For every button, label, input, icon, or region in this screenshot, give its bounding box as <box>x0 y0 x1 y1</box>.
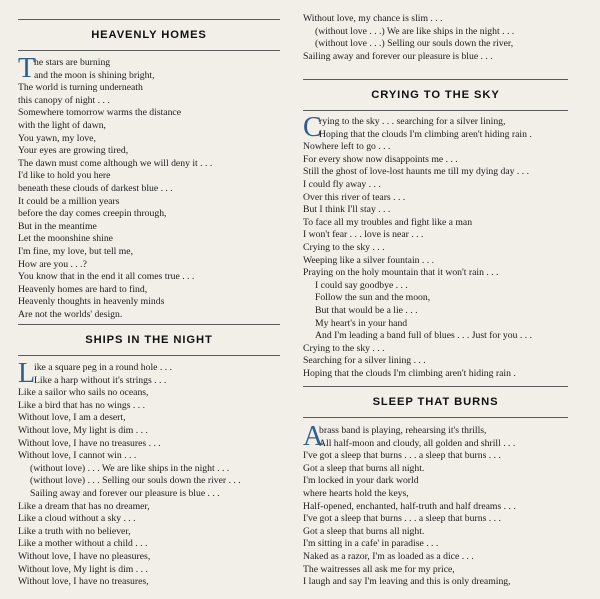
divider <box>303 110 568 111</box>
lyric-line: L ike a square peg in a round hole . . . <box>18 358 173 389</box>
lyric-line: with the light of dawn, <box>18 119 106 131</box>
lyric-line: Praying on the holy mountain that it won't rain . . . <box>303 267 499 279</box>
lyric-line: Heavenly thoughts in heavenly minds <box>18 296 165 308</box>
lyric-line: It could be a million years <box>18 195 120 207</box>
song-sleep-that-burns <box>303 386 568 589</box>
lyric-line: A brass band is playing, rehearsing it's thrills, <box>303 421 487 452</box>
lyric-line: (without love) . . . We are like ships in the night . . . <box>30 462 230 474</box>
lyric-line: Without love, My light is dim . . . <box>18 424 148 436</box>
lyric-line: I laugh and say I'm leaving and this is only dreaming, <box>303 576 511 588</box>
lyric-line: I've got a sleep that burns . . . a sleep that burns . . . <box>303 450 501 462</box>
lyric-line: Like a dream that has no dreamer, <box>18 500 150 512</box>
lyric-line: I'm fine, my love, but tell me, <box>18 245 134 257</box>
lyric-line: T he stars are burning <box>18 53 111 84</box>
drop-cap: A <box>303 421 324 452</box>
drop-cap: L <box>18 358 36 389</box>
lyric-line: For every show now disappoints me . . . <box>303 153 458 165</box>
song-ships-in-the-night <box>18 324 280 589</box>
lyric-line: Your eyes are growing tired, <box>18 145 129 157</box>
lyric-line: Are not the worlds' design. <box>18 308 123 320</box>
ships-in-the-night-continued <box>303 13 568 63</box>
lyric-line: All half-moon and cloudy, all golden and shrill . . . <box>319 437 516 449</box>
lyric-line: I could say goodbye . . . <box>315 279 408 291</box>
lyrics <box>18 358 280 589</box>
lyric-line: Like a bird that has no wings . . . <box>18 399 145 411</box>
lyric-line: (without love . . .) We are like ships in the night . . . <box>315 25 515 37</box>
lyric-line: (without love . . .) Selling our souls down the river, <box>315 38 514 50</box>
lyric-line: Without love, I have no pleasures, <box>18 550 151 562</box>
lyric-line: Somewhere tomorrow warms the distance <box>18 107 182 119</box>
lyric-line: I won't fear . . . love is near . . . <box>303 229 424 241</box>
right-column <box>303 0 568 599</box>
drop-cap: C <box>303 112 322 143</box>
divider <box>18 355 280 356</box>
lyric-line: I've got a sleep that burns . . . a sleep that burns . . . <box>303 513 501 525</box>
divider <box>18 50 280 51</box>
lyric-line: Sailing away and forever our pleasure is blue . . . <box>30 487 220 499</box>
lyric-line: Without love, my chance is slim . . . <box>303 13 443 24</box>
lyric-line: The world is turning underneath <box>18 82 143 94</box>
lyric-line: Without love, I have no treasures, <box>18 576 149 588</box>
lyric-line: Crying to the sky . . . <box>303 241 385 253</box>
lyric-line: To face all my troubles and fight like a man <box>303 216 473 228</box>
divider <box>303 417 568 418</box>
lyric-line: (without love) . . . Selling our souls down the river . . . <box>30 475 241 487</box>
lyric-line: before the day comes creepin through, <box>18 208 167 220</box>
lyric-line: Naked as a razor, I'm as loaded as a dice . . . <box>303 550 474 562</box>
lyric-line: C rying to the sky . . . searching for a silver lining, <box>303 112 506 143</box>
lyrics <box>303 13 568 63</box>
lyric-line: Like a sailor who sails no oceans, <box>18 387 149 399</box>
lyric-line: Hoping that the clouds I'm climbing aren't hiding rain . <box>319 128 532 140</box>
lyric-line: The dawn must come although we will deny it . . . <box>18 157 213 169</box>
lyric-line: I'm locked in your dark world <box>303 475 419 487</box>
lyric-line: beneath these clouds of darkest blue . . . <box>18 182 173 194</box>
lyric-line: Still the ghost of love-lost haunts me till my dying day . . . <box>303 166 530 178</box>
lyric-line: Got a sleep that burns all night. <box>303 462 425 474</box>
song-title: SLEEP THAT BURNS <box>372 396 499 408</box>
song-title: HEAVENLY HOMES <box>91 29 207 41</box>
lyric-line: Nowhere left to go . . . <box>303 141 391 153</box>
lyric-line: I could fly away . . . <box>303 178 381 190</box>
lyric-line: And I'm leading a band full of blues . . . Just for you . . . <box>315 330 532 342</box>
song-heavenly-homes <box>18 19 280 321</box>
lyric-line: where hearts hold the keys, <box>303 487 409 499</box>
song-title: CRYING TO THE SKY <box>371 89 500 101</box>
lyric-line: Without love, I cannot win . . . <box>18 450 137 462</box>
lyric-line: Sailing away and forever our pleasure is blue . . . <box>303 50 493 62</box>
lyric-line: Half-opened, enchanted, half-truth and half dreams . . . <box>303 500 516 512</box>
lyric-line: Like a mother without a child . . . <box>18 538 148 550</box>
lyric-line: this canopy of night . . . <box>18 94 110 106</box>
lyric-line: Got a sleep that burns all night. <box>303 525 425 537</box>
lyric-line: Crying to the sky . . . <box>303 342 385 354</box>
lyric-line: You yawn, my love, <box>18 132 96 144</box>
lyric-line: The waitresses all ask me for my price, <box>303 563 455 575</box>
drop-cap: T <box>18 53 36 84</box>
lyric-line: Searching for a silver lining . . . <box>303 355 426 367</box>
lyric-line: and the moon is shining bright, <box>34 69 155 81</box>
lyric-line: But that would be a lie . . . <box>315 304 418 316</box>
lyric-line: Heavenly homes are hard to find, <box>18 283 148 295</box>
lyric-line: Over this river of tears . . . <box>303 191 406 203</box>
lyric-line: I'm sitting in a cafe' in paradise . . . <box>303 538 439 550</box>
lyric-line: Hoping that the clouds I'm climbing aren't hiding rain . <box>303 367 516 379</box>
lyric-line: Like a harp without it's strings . . . <box>34 374 167 386</box>
lyric-line: Follow the sun and the moon, <box>315 292 431 304</box>
lyric-line: My heart's in your hand <box>315 317 408 329</box>
lyric-line: How are you . . .? <box>18 258 87 270</box>
lyric-line: Without love, I have no treasures . . . <box>18 437 161 449</box>
lyric-line: Like a cloud without a sky . . . <box>18 513 136 525</box>
left-column <box>18 0 280 599</box>
lyric-line: Like a truth with no believer, <box>18 525 131 537</box>
lyrics <box>303 421 568 589</box>
lyrics <box>18 53 280 321</box>
song-crying-to-the-sky <box>303 79 568 380</box>
lyrics <box>303 112 568 380</box>
lyric-line: But I think I'll stay . . . <box>303 204 391 216</box>
lyric-line: I'd like to hold you here <box>18 170 111 182</box>
lyric-line: Without love, My light is dim . . . <box>18 563 148 575</box>
lyric-line: Without love, I am a desert, <box>18 412 126 424</box>
lyric-line: Let the moonshine shine <box>18 233 113 245</box>
song-title: SHIPS IN THE NIGHT <box>85 334 213 346</box>
lyric-line: Weeping like a silver fountain . . . <box>303 254 435 266</box>
lyric-line: But in the meantime <box>18 220 97 232</box>
lyric-line: You know that in the end it all comes true . . . <box>18 271 195 283</box>
